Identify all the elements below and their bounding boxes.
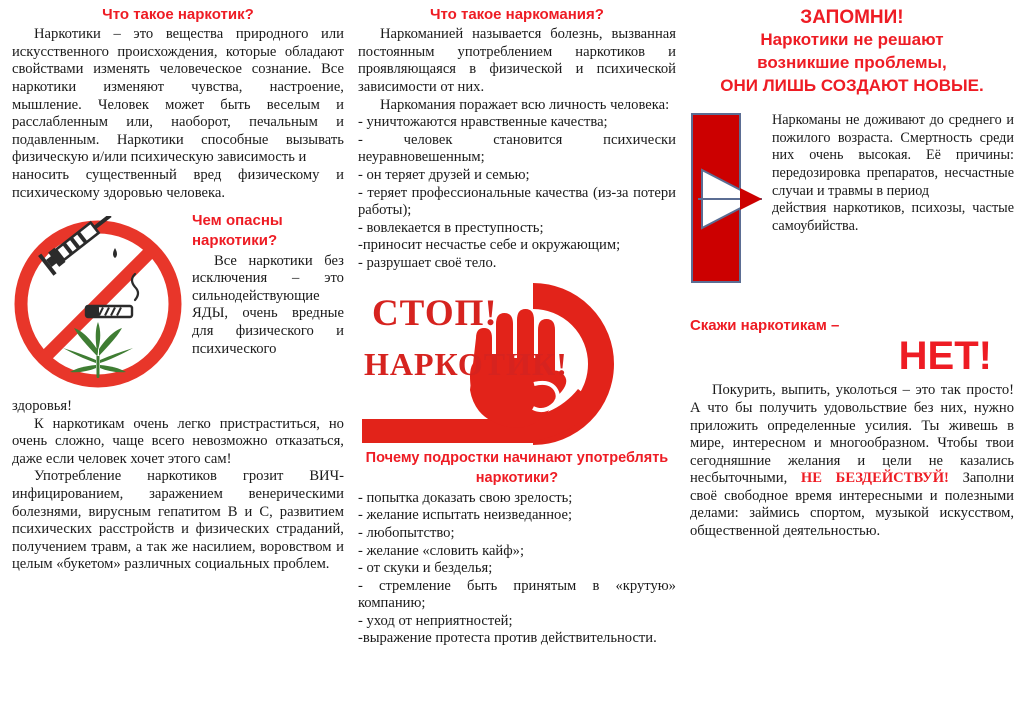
paragraph-health-risks: Употребление наркотиков грозит ВИЧ-инфицированием, заражением венерическими болезнями, вирусным гепатитом В и С, развитием психических расстройств и физических страданий, получением травм, а так же насилием, воровством и целым «букетом» различных социальных проблем. bbox=[12, 468, 344, 573]
list-item: - желание испытать неизведанное; bbox=[357, 507, 573, 524]
call-to-action-part-b: Заполни своё свободное время интересными и полезными делами: займись спортом, музыкой искусством, общественной деятельностью. bbox=[689, 470, 1014, 539]
list-item: - он теряет друзей и семью; bbox=[357, 166, 530, 183]
heading-what-is-addiction: Что такое наркомания? bbox=[429, 6, 604, 23]
list-item: - уход от неприятностей; bbox=[357, 612, 513, 629]
droplet-icon bbox=[113, 248, 117, 258]
paragraph-strong-poisons-tail: здоровья! bbox=[12, 398, 72, 415]
list-item: - от скуки и безделья; bbox=[357, 560, 493, 577]
heading-why-drugs-are-dangerous-line1: Чем опасны bbox=[192, 212, 283, 230]
heading-remember-line4: ОНИ ЛИШЬ СОЗДАЮТ НОВЫЕ. bbox=[720, 75, 984, 95]
stop-drug-logo bbox=[358, 280, 688, 448]
list-item: - теряет профессиональные качества (из-за потери работы); bbox=[357, 184, 676, 219]
stop-word-1: СТОП! bbox=[371, 293, 498, 335]
list-teen-reasons bbox=[358, 490, 676, 648]
heading-why-teens-start-line2: наркотики? bbox=[475, 470, 559, 487]
list-item: - стремление быть принятым в «крутую» компанию; bbox=[357, 577, 676, 612]
red-bar-arrow-icon bbox=[690, 112, 768, 289]
list-item: - желание «словить кайф»; bbox=[357, 542, 525, 559]
heading-why-drugs-are-dangerous-line2: наркотики? bbox=[192, 232, 278, 250]
heading-remember: ЗАПОМНИ! bbox=[800, 7, 904, 28]
prohibition-sign-graphic bbox=[10, 216, 186, 398]
paragraph-drug-definition: Наркотики – это вещества природного или искусственного происхождения, которые обладают свойствами изменять человеческое сознание. Все наркотики изменяют чувства, настроение, мышление. Человек может быть веселым и расслабленным или, наоборот, печальным и подавленным. Наркотики способные вызывать физическую и/или психическую зависимость и bbox=[12, 26, 344, 166]
heading-why-teens-start-line1: Почему подростки начинают употреблять bbox=[365, 450, 669, 467]
list-item: - попытка доказать свою зрелость; bbox=[357, 489, 573, 506]
heading-remember-line3: возникшие проблемы, bbox=[757, 52, 947, 72]
paragraph-drug-definition-tail: наносить существенный вред физическому и психическому здоровью человека. bbox=[12, 166, 344, 201]
paragraph-addiction-easy: К наркотикам очень легко пристраститься, но очень сложно, чаще всего невозможно отказаться, даже если человек хочет этого сам! bbox=[12, 415, 344, 467]
heading-no-word: НЕТ! bbox=[898, 334, 992, 379]
list-item: - вовлекается в преступность; bbox=[357, 219, 544, 236]
call-to-action-part-a: Покурить, выпить, уколоться – это так просто! А что бы получить удовольствие без них, нужно приложить определенные усилия. Ты живешь в мире, интересном и многообразном. Чтобы твои сегодняшние желания и цели не казались несбыточными, bbox=[689, 382, 1014, 487]
list-item: - человек становится психически неуравновешенным; bbox=[357, 131, 676, 166]
paragraph-affects-whole-person: Наркомания поражает всю личность человека: bbox=[379, 96, 670, 113]
list-item: - уничтожаются нравственные качества; bbox=[357, 114, 608, 131]
left-column bbox=[4, 6, 352, 574]
paragraph-mortality: Наркоманы не доживают до среднего и пожилого возраста. Смертность среди них очень высокая. Её причины: передозировка препаратов, несчастные случаи и травмы в период bbox=[771, 112, 1014, 199]
paragraph-strong-poisons: Все наркотики без исключения – это сильнодействующие ЯДЫ, очень вредные для физического и психического bbox=[192, 252, 344, 357]
list-item: -приносит несчастье себе и окружающим; bbox=[357, 237, 621, 254]
list-addiction-effects bbox=[358, 114, 676, 272]
red-bar-arrow-graphic bbox=[690, 112, 768, 284]
mortality-text bbox=[772, 112, 1014, 235]
heading-remember-line2: Наркотики не решают bbox=[760, 30, 944, 50]
paragraph-call-to-action bbox=[690, 382, 1014, 540]
middle-column bbox=[352, 6, 682, 648]
no-drugs-prohibition-sign bbox=[10, 216, 186, 398]
list-item: -выражение протеста против действительности. bbox=[357, 630, 657, 647]
heading-say-no-to-drugs: Скажи наркотикам – bbox=[689, 317, 840, 335]
call-to-action-highlight: НЕ БЕЗДЕЙСТВУЙ! bbox=[800, 470, 949, 487]
right-column bbox=[682, 6, 1020, 541]
stop-word-2: НАРКОТИК! bbox=[363, 346, 568, 383]
paragraph-addiction-definition: Наркоманией называется болезнь, вызванная постоянным употреблением наркотиков и проявляющаяся в физической и психической зависимости от них. bbox=[357, 26, 676, 96]
mortality-block bbox=[690, 112, 1014, 289]
list-item: - любопытство; bbox=[357, 524, 455, 541]
heading-what-is-a-drug: Что такое наркотик? bbox=[102, 6, 254, 23]
list-item: - разрушает своё тело. bbox=[357, 254, 497, 271]
paragraph-mortality-tail: действия наркотиков, психозы, частые самоубийства. bbox=[771, 200, 1014, 234]
